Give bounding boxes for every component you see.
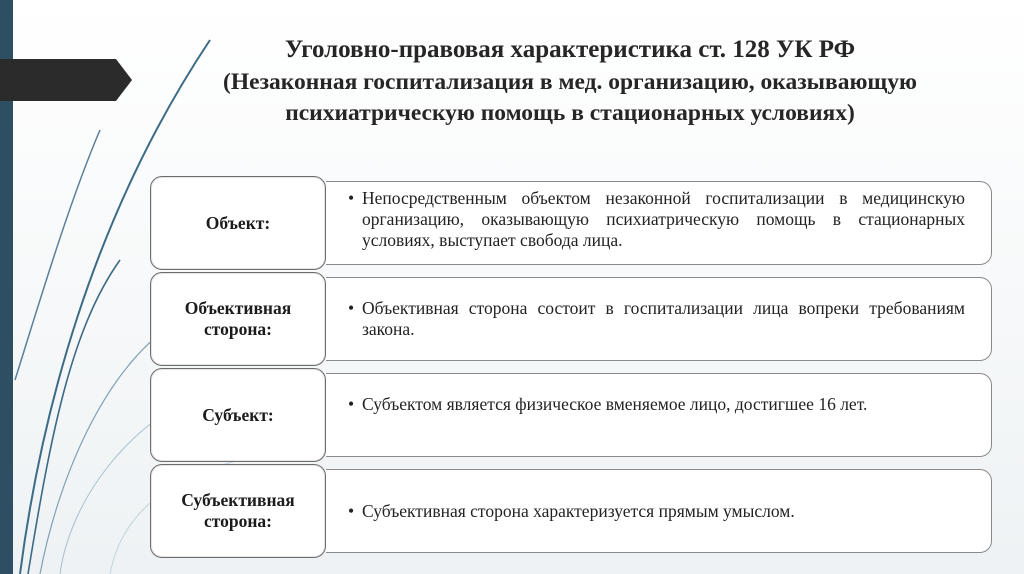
row-object bbox=[150, 176, 992, 270]
label-box-subject bbox=[150, 368, 326, 462]
row-subjective-side bbox=[150, 464, 992, 558]
label-objective-side: Объективная сторона: bbox=[184, 298, 292, 339]
content-box-object bbox=[326, 181, 992, 265]
label-box-objective-side bbox=[150, 272, 326, 366]
content-objective-side: Объективная сторона состоит в госпитализации лица вопреки требованиям закона. bbox=[362, 298, 965, 339]
slide-title bbox=[175, 33, 965, 129]
label-box-subjective-side bbox=[150, 464, 326, 558]
bullet: • bbox=[348, 298, 355, 318]
label-subjective-side: Субъективная сторона: bbox=[181, 490, 295, 531]
arrow-tab-decoration bbox=[0, 59, 132, 101]
row-subject bbox=[150, 368, 992, 462]
content-subject: Субъектом является физическое вменяемое лицо, достигшее 16 лет. bbox=[362, 394, 868, 414]
bullet: • bbox=[348, 188, 355, 208]
bullet: • bbox=[348, 394, 355, 414]
row-objective-side bbox=[150, 272, 992, 366]
content-subjective-side: Субъективная сторона характеризуется прямым умыслом. bbox=[362, 500, 795, 521]
bullet: • bbox=[348, 500, 355, 521]
label-box-object bbox=[150, 176, 326, 270]
title-line-1: Уголовно-правовая характеристика ст. 128 УК РФ bbox=[284, 36, 856, 63]
label-object: Объект: bbox=[205, 212, 271, 233]
title-line-2: (Незаконная госпитализация в мед. организацию, оказывающую психиатрическую помощь в стационарных условиях) bbox=[223, 69, 917, 126]
content-box-objective-side bbox=[326, 277, 992, 361]
content-box-subjective-side bbox=[326, 469, 992, 553]
label-subject: Субъект: bbox=[202, 404, 274, 425]
content-box-subject bbox=[326, 373, 992, 457]
content-object: Непосредственным объектом незаконной госпитализации в медицинскую организацию, оказывающую психиатрическую помощь в стационарных условиях, выступает свобода лица. bbox=[362, 188, 965, 250]
